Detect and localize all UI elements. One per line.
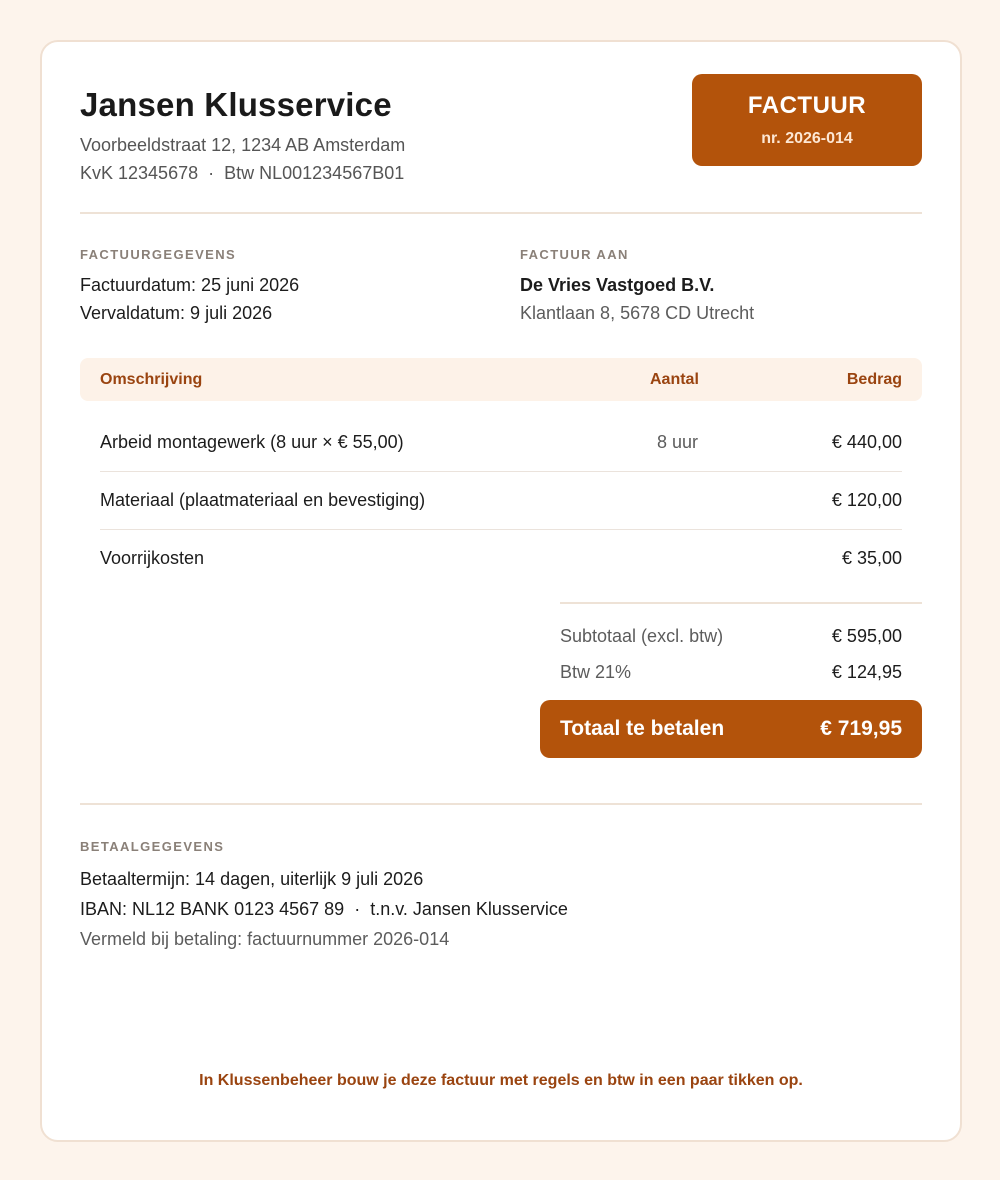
payment-bank-line (80, 899, 568, 920)
line-item-row (100, 471, 902, 530)
header-divider (80, 212, 922, 214)
subtotal-value: € 595,00 (831, 626, 902, 646)
invoice-content (80, 42, 922, 1140)
client-name: De Vries Vastgoed B.V. (520, 275, 715, 295)
column-header-quantity: Aantal (650, 371, 699, 388)
line-item-quantity: 8 uur (657, 432, 699, 452)
due-date: Vervaldatum: 9 juli 2026 (80, 303, 273, 323)
payment-divider (80, 803, 922, 805)
grand-total-box (540, 700, 922, 758)
payment-term: Betaaltermijn: 14 dagen, uiterlijk 9 juli 2026 (80, 869, 424, 889)
company-btw: Btw NL001234567B01 (224, 163, 405, 183)
account-holder: t.n.v. Jansen Klusservice (370, 899, 568, 919)
vat-label: Btw 21% (560, 662, 632, 682)
client-address: Klantlaan 8, 5678 CD Utrecht (520, 303, 755, 323)
invoice-badge (692, 74, 922, 166)
line-item-amount: € 35,00 (841, 548, 902, 568)
separator-dot: · (354, 899, 361, 919)
line-item-row (100, 529, 902, 587)
line-item-description: Voorrijkosten (100, 548, 205, 568)
company-address: Voorbeeldstraat 12, 1234 AB Amsterdam (80, 135, 406, 155)
line-item-description: Arbeid montagewerk (8 uur × € 55,00) (100, 432, 404, 452)
company-kvk: KvK 12345678 (80, 163, 199, 183)
invoice-number: nr. 2026-014 (761, 130, 853, 147)
invoice-date: Factuurdatum: 25 juni 2026 (80, 275, 300, 295)
payment-reference: Vermeld bij betaling: factuurnummer 2026-014 (80, 929, 450, 949)
subtotal-label: Subtotaal (excl. btw) (560, 626, 724, 646)
bill-to-label: FACTUUR AAN (520, 247, 629, 262)
line-item-amount: € 440,00 (831, 432, 902, 452)
vat-value: € 124,95 (831, 662, 902, 682)
footer-note: In Klussenbeheer bouw je deze factuur met regels en btw in een paar tikken op. (199, 1072, 803, 1089)
invoice-badge-title: FACTUUR (747, 92, 867, 119)
column-header-description: Omschrijving (100, 371, 203, 388)
line-items-header (80, 358, 922, 401)
company-name: Jansen Klusservice (80, 86, 392, 123)
column-header-amount: Bedrag (846, 371, 902, 388)
grand-total-value: € 719,95 (820, 717, 902, 740)
separator-dot: · (208, 163, 215, 183)
line-item-amount: € 120,00 (831, 490, 902, 510)
grand-total-label: Totaal te betalen (560, 717, 725, 740)
payment-label: BETAALGEGEVENS (80, 839, 225, 854)
company-registration (80, 163, 404, 184)
iban: IBAN: NL12 BANK 0123 4567 89 (80, 899, 345, 919)
line-item-row (100, 413, 902, 472)
line-item-description: Materiaal (plaatmateriaal en bevestiging) (100, 490, 426, 510)
invoice-card (40, 40, 962, 1142)
totals-divider (560, 602, 922, 604)
invoice-details-label: FACTUURGEGEVENS (80, 247, 237, 262)
